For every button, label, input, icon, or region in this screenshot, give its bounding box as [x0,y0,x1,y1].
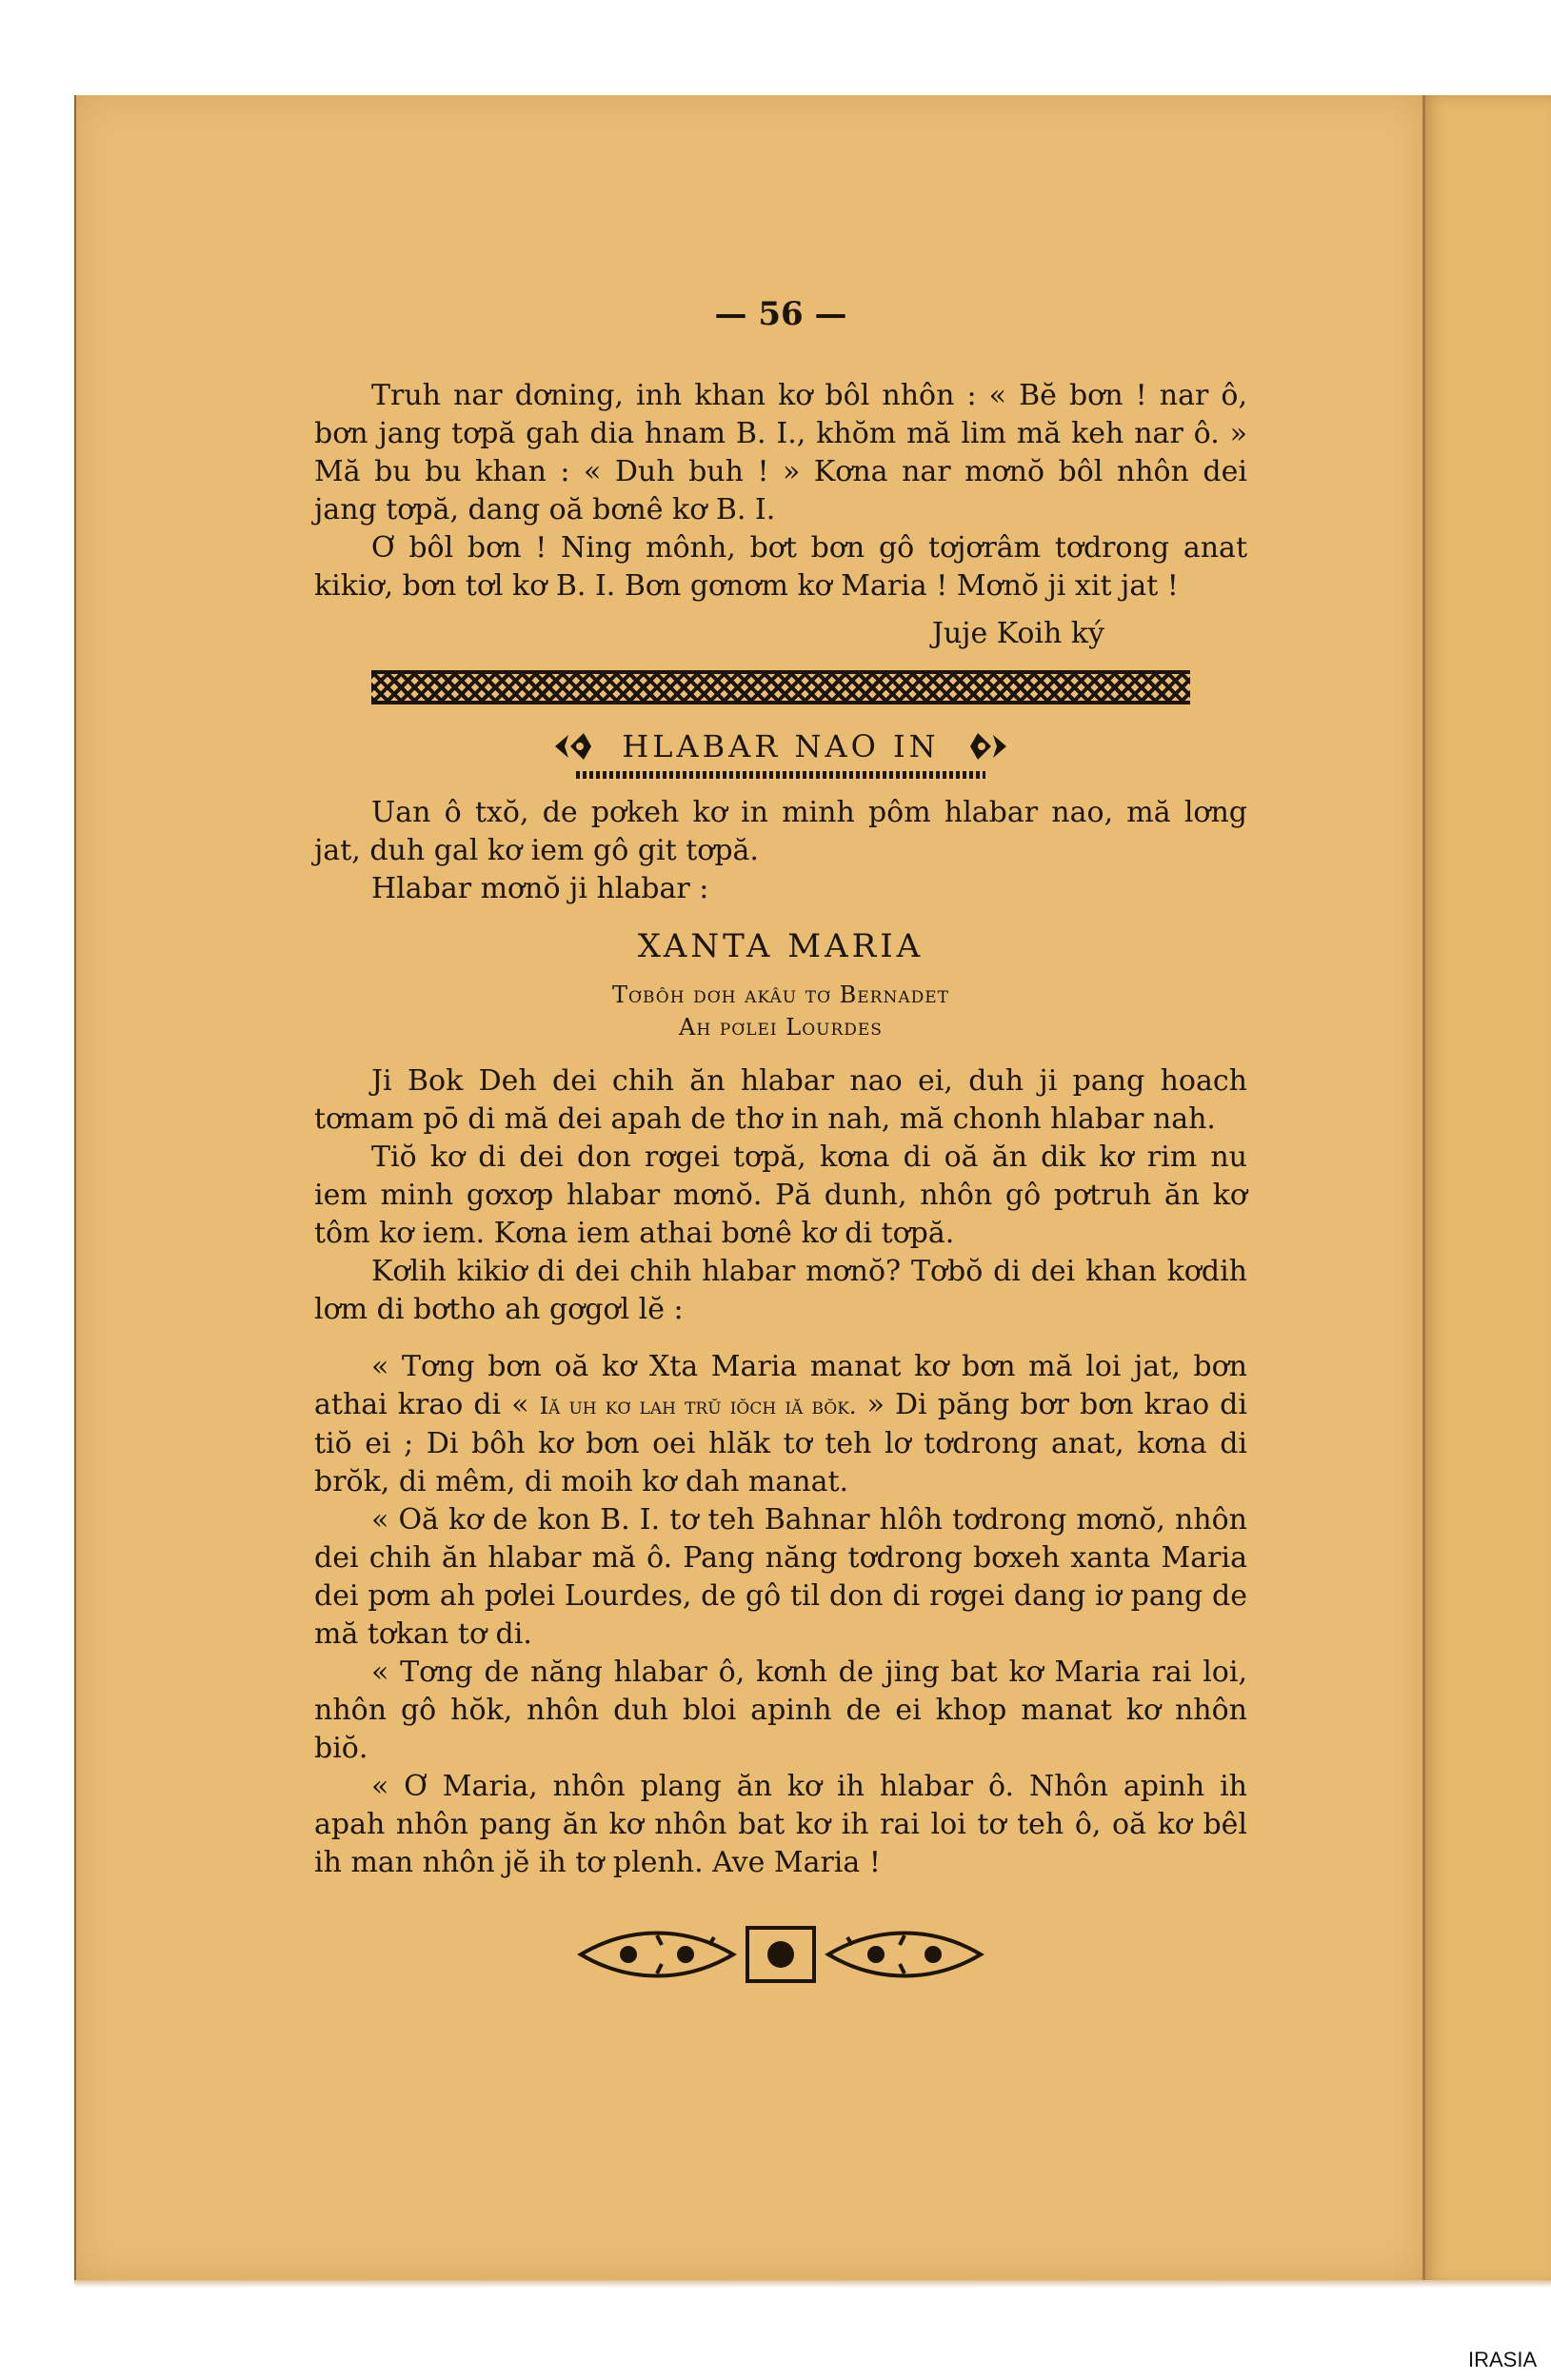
quote-paragraph-3: « Tơng de năng hlabar ô, kơnh de jing bat kơ Maria rai loi, nhôn gô hŏk, nhôn duh bloi apinh de ei khop manat kơ nhôn biŏ. [314,1656,1247,1765]
fleuron-left-icon [551,727,595,765]
quote-paragraph-1 [314,1348,1247,1501]
story-title: XANTA MARIA [637,927,925,965]
signature: Juje Koih ký [931,617,1104,650]
section-intro: Uan ô txŏ, de pơkeh kơ in minh pôm hlabar nao, mă lơng jat, duh gal kơ iem gô git tơpă. [314,796,1247,867]
quote-1-smallcaps: Iă uh kơ lah trŭ iŏch iă bŏk. [539,1393,857,1419]
story-subtitle-2: Ah pơlei Lourdes [679,1014,883,1041]
decorative-rule [371,670,1190,704]
dotted-rule [576,771,985,779]
section-heading [314,727,1247,765]
quote-1-after: » Di păng bơr bơn krao di tiŏ ei ; Di bôh kơ bơn oei hlăk tơ teh lơ tơdrong anat, kơna di brŏk, di mêm, di moih kơ dah manat. [314,1388,1247,1498]
floral-ornament-icon [571,1916,990,1993]
body-paragraph-1: Ji Bok Deh dei chih ăn hlabar nao ei, duh ji pang hoach tơmam pō di mă dei apah de thơ in nah, mă chonh hlabar nah. [314,1064,1247,1136]
watermark: IRASIA [1468,2348,1538,2371]
page-shadow [74,2280,1551,2288]
story-subtitle-1: Tơbôh dơh akâu tơ Bernadet [612,982,949,1008]
quote-paragraph-4: « Ơ Maria, nhôn plang ăn kơ ih hlabar ô. Nhôn apinh ih apah nhôn pang ăn kơ nhôn bat kơ ih rai loi tơ teh ô, oă kơ bêl ih man nhôn jĕ ih tơ plenh. Ave Maria ! [314,1770,1247,1879]
fleuron-right-icon [966,727,1010,765]
quote-1-before: « Tơng bơn oă kơ Xta Maria manat kơ bơn mă loi jat, bơn athai krao di « [314,1350,1247,1421]
body-paragraph-2: Tiŏ kơ di dei don rơgei tơpă, kơna di oă ăn dik kơ rim nu iem minh gơxơp hlabar mơnŏ. Pă dunh, nhôn gô pơtruh ăn kơ tôm kơ iem. Kơna iem athai bơnê kơ di tơpă. [314,1140,1247,1250]
section-lead: Hlabar mơnŏ ji hlabar : [371,872,709,905]
body-paragraph-3: Kơlih kikiơ di dei chih hlabar mơnŏ? Tơbŏ di dei khan kơdih lơm di bơtho ah gơgơl lĕ : [314,1255,1247,1326]
intro-paragraph-1: Truh nar dơning, inh khan kơ bôl nhôn : « Bĕ bơn ! nar ô, bơn jang tơpă gah dia hnam B. I., khŏm mă lim mă keh nar ô. » Mă bu bu khan : « Duh buh ! » Kơna nar mơnŏ bôl nhôn dei jang tơpă, dang oă bơnê kơ B. I. [314,379,1247,526]
facing-page-edge [1422,95,1551,2285]
page-content [314,295,1247,1993]
intro-paragraph-2: Ơ bôl bơn ! Ning mônh, bơt bơn gô tơjơrâm tơdrong anat kikiơ, bơn tơl kơ B. I. Bơn gơnơm kơ Maria ! Mơnŏ ji xit jat ! [314,531,1247,603]
page-number: — 56 — [714,295,847,333]
section-title: HLABAR NAO IN [622,728,940,764]
quote-paragraph-2: « Oă kơ de kon B. I. tơ teh Bahnar hlôh tơdrong mơnŏ, nhôn dei chih ăn hlabar mă ô. Pang năng tơdrong bơxeh xanta Maria dei pơm ah pơlei Lourdes, de gô til don di rơgei dang iơ pang de mă tơkan tơ di. [314,1503,1247,1651]
